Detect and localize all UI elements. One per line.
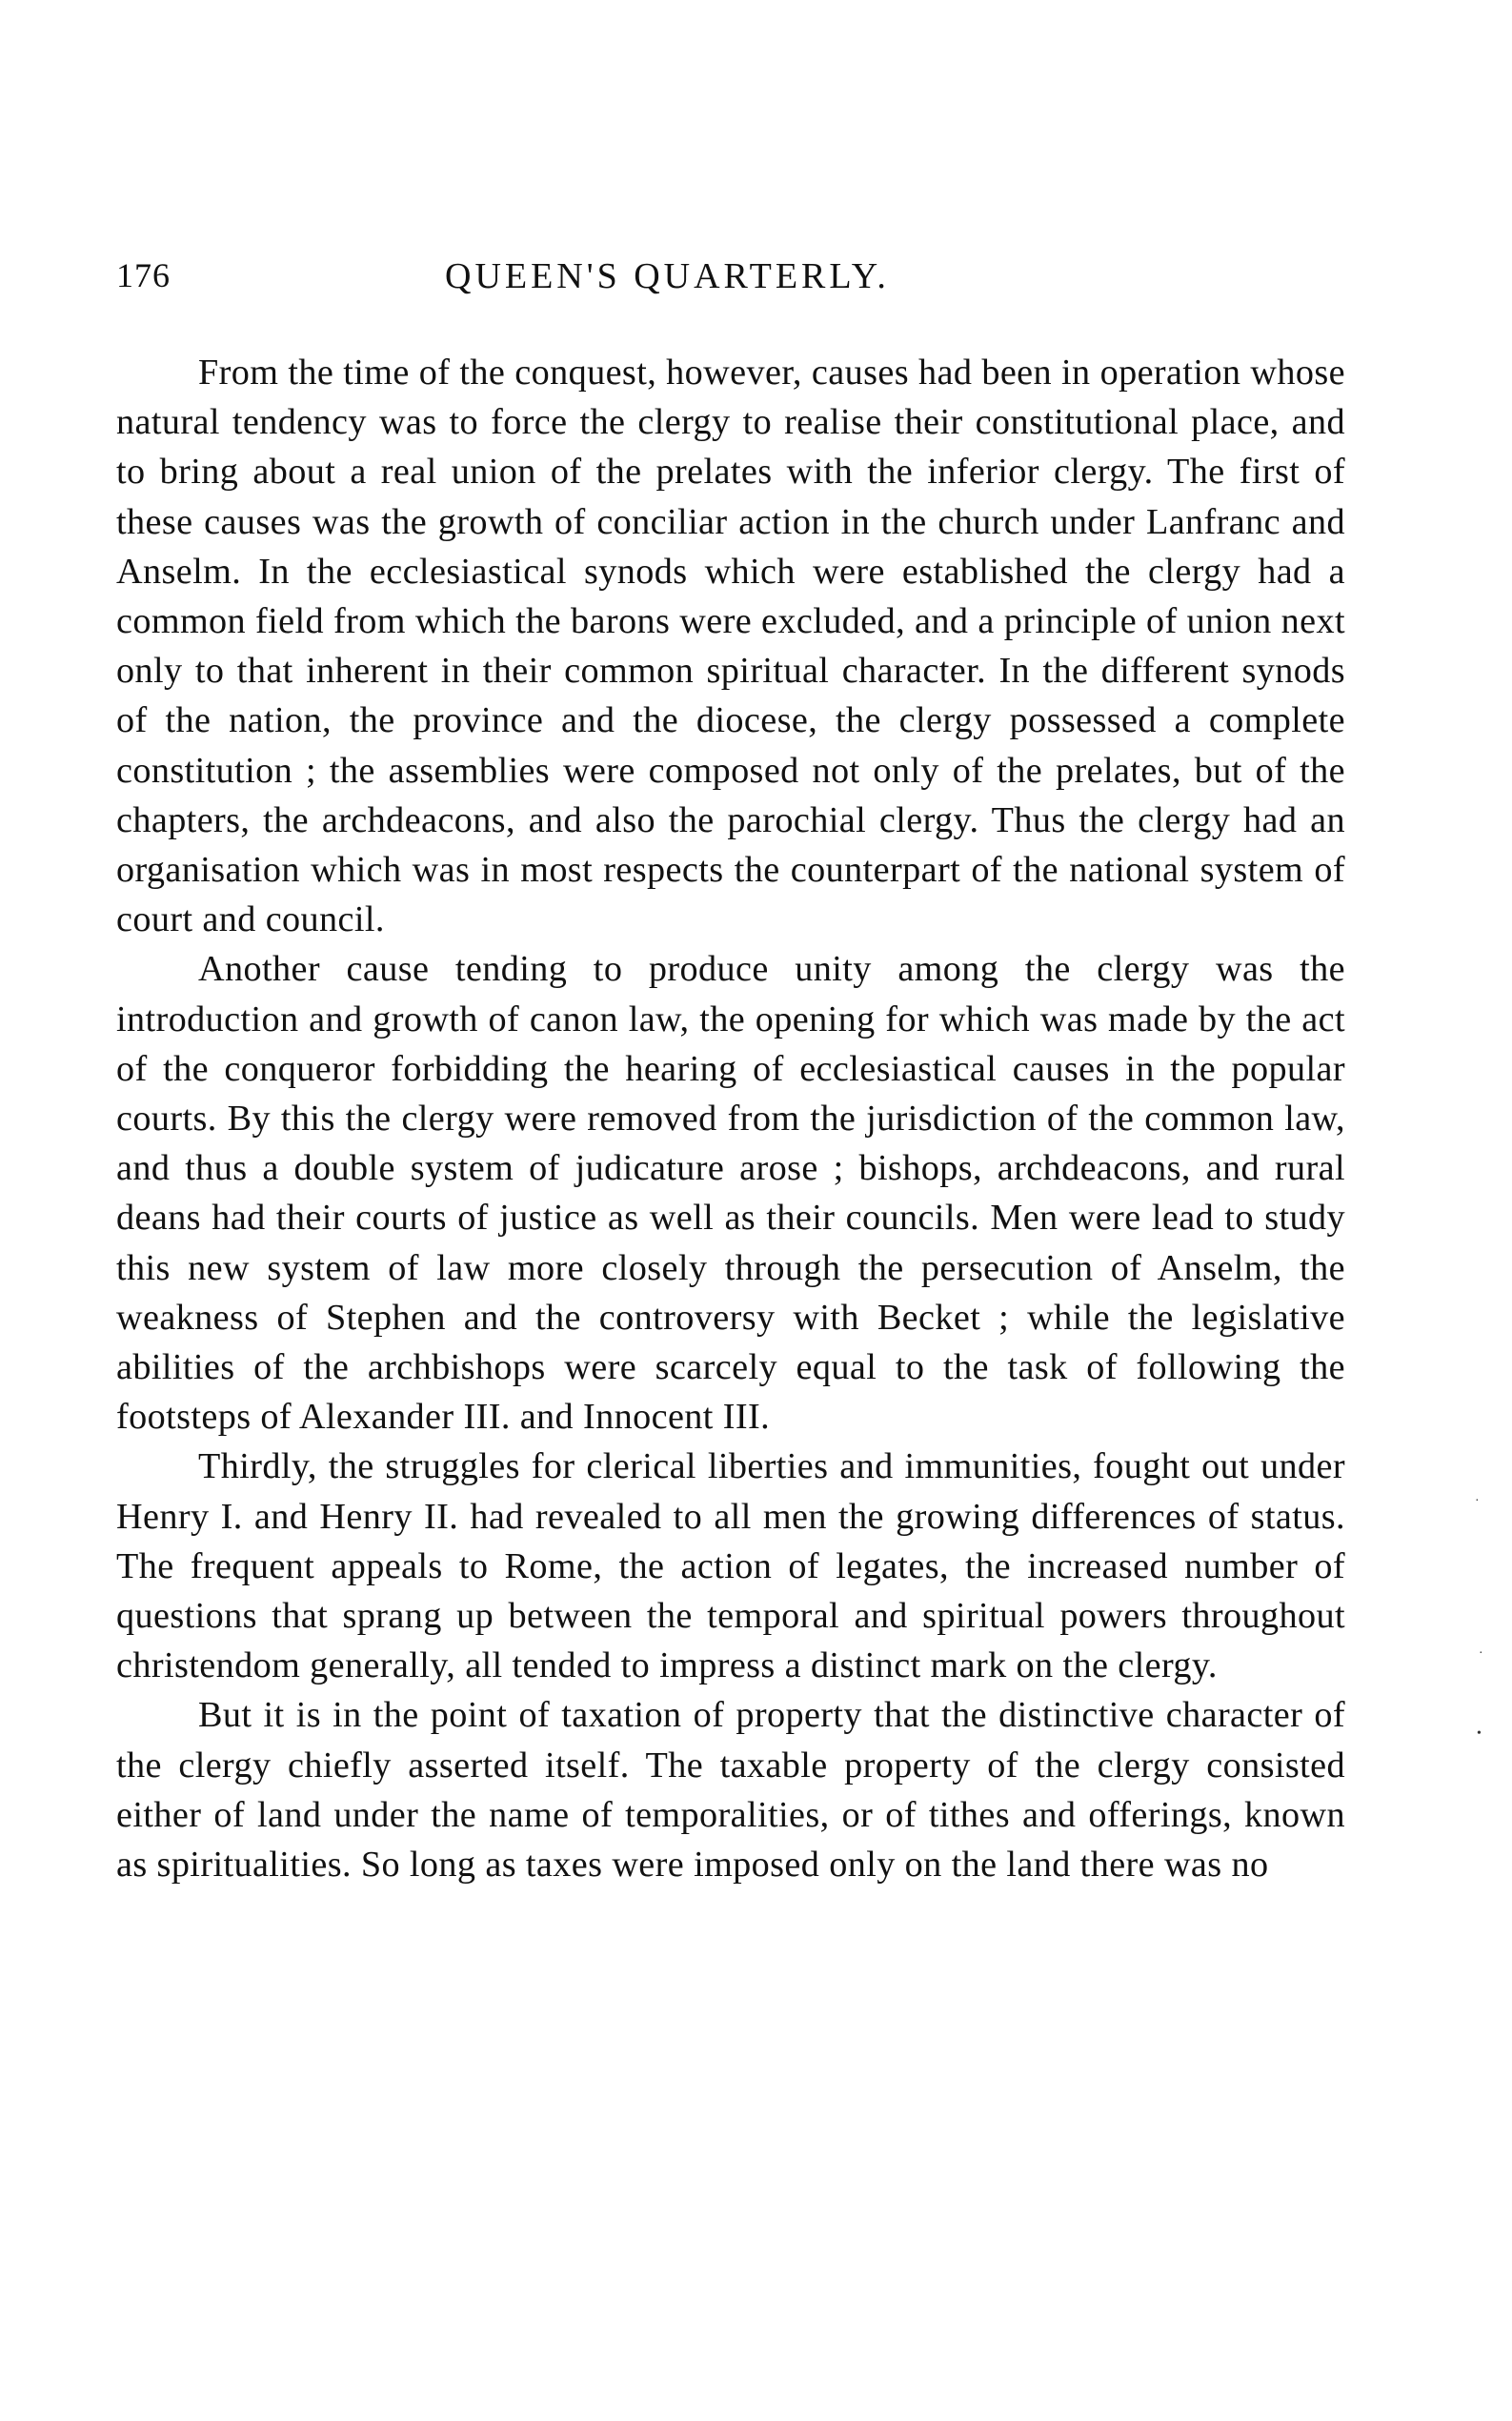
body-text xyxy=(116,348,1345,1889)
margin-speck-mark: • xyxy=(1477,1726,1482,1741)
paragraph-canon-law: Another cause tending to produce unity among the clergy was the introduction and growth of canon law, the opening for which was made by the act of the conqueror forbidding the hearing of ecclesiastical causes in the popular courts. By this the clergy were removed from the jurisdiction of the common law, and thus a double system of judicature arose ; bishops, archdeacons, and rural deans had their courts of justice as well as their councils. Men were lead to study this new system of law more closely through the persecution of Anselm, the weakness of Stephen and the controversy with Becket ; while the legislative abilities of the archbishops were scarcely equal to the task of following the footsteps of Alexander III. and Innocent III. xyxy=(116,949,1345,1438)
paragraph-clerical-liberties: Thirdly, the struggles for clerical liberties and immunities, fought out under Henry I. and Henry II. had revealed to all men the growing differences of status. The frequent appeals to Rome, the action of legates, the increased number of questions that sprang up between the temporal and spiritual powers throughout christendom generally, all tended to impress a distinct mark on the clergy. xyxy=(116,1446,1345,1686)
page-number: 176 xyxy=(116,256,171,294)
margin-speck-mark: · xyxy=(1475,1494,1480,1508)
margin-speck-mark: · xyxy=(1479,1646,1483,1661)
running-head xyxy=(116,255,1345,303)
paragraph-taxation: But it is in the point of taxation of property that the distinctive character of the clergy chiefly asserted itself. The taxable property of the clergy consisted either of land under the name of temporalities, or of tithes and offerings, known as spiritualities. So long as taxes were imposed only on the land there was no xyxy=(116,1695,1345,1886)
journal-title: QUEEN'S QUARTERLY. xyxy=(445,256,890,296)
paragraph-conciliar-action: From the time of the conquest, however, causes had been in operation whose natural tendency was to force the clergy to realise their constitutional place, and to bring about a real union of the prelates with the inferior clergy. The first of these causes was the growth of conciliar action in the church under Lanfranc and Anselm. In the ecclesiastical synods which were established the clergy had a common field from which the barons were excluded, and a principle of union next only to that inherent in their common spiritual character. In the different synods of the nation, the province and the diocese, the clergy possessed a complete constitution ; the assemblies were composed not only of the prelates, but of the chapters, the archdeacons, and also the parochial clergy. Thus the clergy had an organisation which was in most respects the counterpart of the national system of court and council. xyxy=(116,353,1345,940)
